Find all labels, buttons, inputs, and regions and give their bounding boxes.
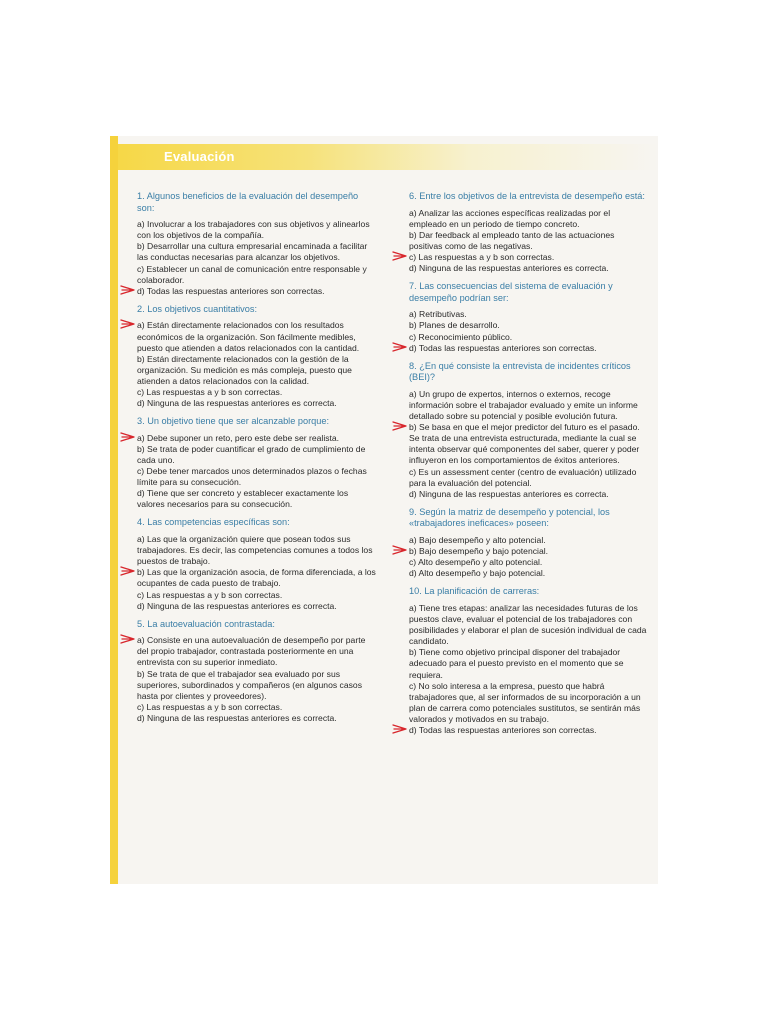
answer-option	[137, 713, 377, 724]
answer-text: b) Bajo desempeño y bajo potencial.	[409, 546, 549, 557]
answer-text: c) Debe tener marcados unos determinados plazos o fechas límite para su consecución.	[137, 466, 367, 488]
answer-option	[137, 320, 377, 353]
answer-option	[137, 354, 377, 387]
question-title: 4. Las competencias específicas son:	[137, 517, 290, 528]
answer-option	[137, 264, 377, 286]
answer-option	[409, 546, 649, 557]
answer-text: d) Todas las respuestas anteriores son correctas.	[137, 285, 325, 296]
left-column	[137, 191, 377, 731]
answer-option	[137, 286, 377, 297]
answer-option	[137, 669, 377, 702]
answer-text: d) Ninguna de las respuestas anteriores es correcta.	[409, 488, 609, 499]
red-arrow-icon	[392, 544, 408, 556]
answer-option	[137, 702, 377, 713]
answer-text: a) Bajo desempeño y alto potencial.	[409, 535, 546, 546]
answer-option	[409, 422, 649, 466]
answer-text: d) Todas las respuestas anteriores son correctas.	[409, 342, 597, 353]
answer-option	[409, 568, 649, 579]
answer-text: b) Desarrollar una cultura empresarial encaminada a facilitar las conductas necesarias para alcanzar los objetivos.	[137, 241, 368, 263]
question-title: 3. Un objetivo tiene que ser alcanzable porque:	[137, 416, 330, 427]
answer-option	[137, 433, 377, 444]
answer-text: d) Tiene que ser concreto y establecer exactamente los valores necesarios para su consecución.	[137, 488, 349, 510]
answer-text: b) Tiene como objetivo principal disponer del trabajador adecuado para el puesto previsto en el momento que se requiera.	[409, 647, 624, 680]
answer-option	[137, 466, 377, 488]
answer-option	[409, 343, 649, 354]
answer-text: a) Debe suponer un reto, pero este debe ser realista.	[137, 432, 340, 443]
red-arrow-icon	[120, 431, 136, 443]
question-title: 8. ¿En qué consiste la entrevista de incidentes críticos (BEI)?	[409, 360, 631, 383]
answer-option	[409, 332, 649, 343]
answer-option	[409, 725, 649, 736]
answer-text: a) Analizar las acciones específicas realizadas por el empleado en un periodo de tiempo concreto.	[409, 207, 611, 229]
red-arrow-icon	[392, 250, 408, 262]
answer-option	[409, 208, 649, 230]
answer-text: a) Consiste en una autoevaluación de desempeño por parte del propio trabajador, contrastada posteriormente en una entrevista con su superior inmediato.	[137, 635, 366, 668]
answer-text: d) Ninguna de las respuestas anteriores es correcta.	[137, 600, 337, 611]
answer-option	[409, 263, 649, 274]
answer-option	[409, 252, 649, 263]
answer-option	[137, 635, 377, 668]
question-block	[409, 281, 649, 354]
answer-text: b) Dar feedback al empleado tanto de las actuaciones positivas como de las negativas.	[409, 229, 615, 251]
answer-text: c) Es un assessment center (centro de evaluación) utilizado para la evaluación del potencial.	[409, 466, 637, 488]
red-arrow-icon	[120, 318, 136, 330]
answer-text: d) Alto desempeño y bajo potencial.	[409, 568, 546, 579]
answer-text: c) Las respuestas a y b son correctas.	[137, 589, 283, 600]
answer-option	[137, 444, 377, 466]
question-block	[137, 304, 377, 409]
question-title: 6. Entre los objetivos de la entrevista de desempeño está:	[409, 191, 645, 201]
answer-option	[409, 320, 649, 331]
answer-option	[137, 241, 377, 263]
answer-text: d) Todas las respuestas anteriores son correctas.	[409, 725, 597, 736]
answer-text: a) Tiene tres etapas: analizar las necesidades futuras de los puestos clave, evaluar el potencial de los trabajadores con posibilidades y elaborar el plan de sucesión individual de cada candidato.	[409, 603, 647, 647]
question-block	[137, 517, 377, 611]
answer-text: c) Establecer un canal de comunicación entre responsable y colaborador.	[137, 263, 367, 285]
worksheet-page	[110, 136, 658, 884]
answer-text: c) Las respuestas a y b son correctas.	[137, 387, 283, 397]
answer-text: a) Involucrar a los trabajadores con sus objetivos y alinearlos con los objetivos de la compañía.	[137, 219, 370, 241]
answer-option	[137, 398, 377, 409]
answer-option	[409, 230, 649, 252]
answer-option	[137, 488, 377, 510]
question-block	[409, 586, 649, 736]
red-arrow-icon	[120, 633, 136, 645]
question-block	[137, 416, 377, 510]
section-header	[118, 144, 658, 170]
answer-text: d) Ninguna de las respuestas anteriores es correcta.	[409, 263, 609, 274]
right-column	[409, 191, 649, 743]
answer-option	[137, 601, 377, 612]
question-title: 5. La autoevaluación contrastada:	[137, 618, 275, 629]
answer-text: a) Las que la organización quiere que posean todos sus trabajadores. Es decir, las competencias comunes a todos los puestos de trabajo.	[137, 534, 373, 567]
answer-text: c) Las respuestas a y b son correctas.	[137, 701, 283, 712]
question-title: 9. Según la matriz de desempeño y potencial, los «trabajadores ineficaces» poseen:	[409, 506, 610, 529]
answer-text: b) Se trata de poder cuantificar el grado de cumplimiento de cada uno.	[137, 443, 366, 465]
answer-text: d) Ninguna de las respuestas anteriores es correcta.	[137, 712, 337, 723]
question-block	[137, 619, 377, 724]
answer-text: a) Están directamente relacionados con los resultados económicos de la organización. Son fácilmente medibles, puesto que atienden a datos relacionados con la cantidad.	[137, 320, 360, 353]
red-arrow-icon	[392, 723, 408, 735]
question-title: 1. Algunos beneficios de la evaluación del desempeño son:	[137, 191, 359, 213]
answer-text: d) Ninguna de las respuestas anteriores es correcta.	[137, 398, 337, 409]
answer-option	[409, 647, 649, 680]
answer-text: c) Las respuestas a y b son correctas.	[409, 251, 555, 262]
question-title: 2. Los objetivos cuantitativos:	[137, 303, 258, 314]
answer-option	[409, 309, 649, 320]
red-arrow-icon	[392, 341, 408, 353]
question-block	[409, 361, 649, 500]
answer-option	[137, 590, 377, 601]
answer-option	[409, 603, 649, 647]
question-title: 10. La planificación de carreras:	[409, 586, 540, 597]
answer-text: c) No solo interesa a la empresa, puesto que habrá trabajadores que, al ser informados de su incorporación a un plan de carrera como potenciales sustitutos, se sentirán más valorados y motivados en su trabajo.	[409, 680, 641, 724]
answer-text: c) Alto desempeño y alto potencial.	[409, 557, 543, 568]
red-arrow-icon	[120, 284, 136, 296]
answer-text: b) Planes de desarrollo.	[409, 320, 500, 331]
yellow-margin-bar	[110, 136, 118, 884]
answer-option	[137, 387, 377, 398]
question-block	[137, 191, 377, 297]
answer-text: b) Se trata de que el trabajador sea evaluado por sus superiores, subordinados y compañeros (en algunos casos hasta por clientes y proveedores).	[137, 668, 362, 701]
answer-option	[137, 534, 377, 567]
answer-text: a) Un grupo de expertos, internos o externos, recoge información sobre el trabajador evaluado y emite un informe detallado sobre su potencial y posible evolución futura.	[409, 388, 638, 422]
red-arrow-icon	[392, 420, 408, 432]
question-title: 7. Las consecuencias del sistema de evaluación y desempeño podrían ser:	[409, 281, 613, 303]
answer-text: b) Están directamente relacionados con la gestión de la organización. Su medición es más compleja, puesto que atienden a datos relacionados con la calidad.	[137, 353, 352, 386]
section-title: Evaluación	[164, 149, 235, 164]
answer-option	[137, 219, 377, 241]
question-block	[409, 507, 649, 580]
answer-text: b) Las que la organización asocia, de forma diferenciada, a los ocupantes de cada puesto de trabajo.	[137, 567, 376, 589]
answer-text: b) Se basa en que el mejor predictor del futuro es el pasado. Se trata de una entrevista estructurada, mediante la cual se intenta observar qué componentes del saber, querer y poder influyeron en los comportamientos de éxitos anteriores.	[409, 422, 640, 466]
answer-text: a) Retributivas.	[409, 309, 467, 320]
answer-option	[409, 389, 649, 422]
answer-option	[409, 681, 649, 725]
red-arrow-icon	[120, 565, 136, 577]
answer-option	[409, 535, 649, 546]
answer-option	[409, 489, 649, 500]
answer-option	[409, 467, 649, 489]
question-block	[409, 191, 649, 274]
answer-option	[409, 557, 649, 568]
answer-text: c) Reconocimiento público.	[409, 331, 513, 342]
answer-option	[137, 567, 377, 589]
